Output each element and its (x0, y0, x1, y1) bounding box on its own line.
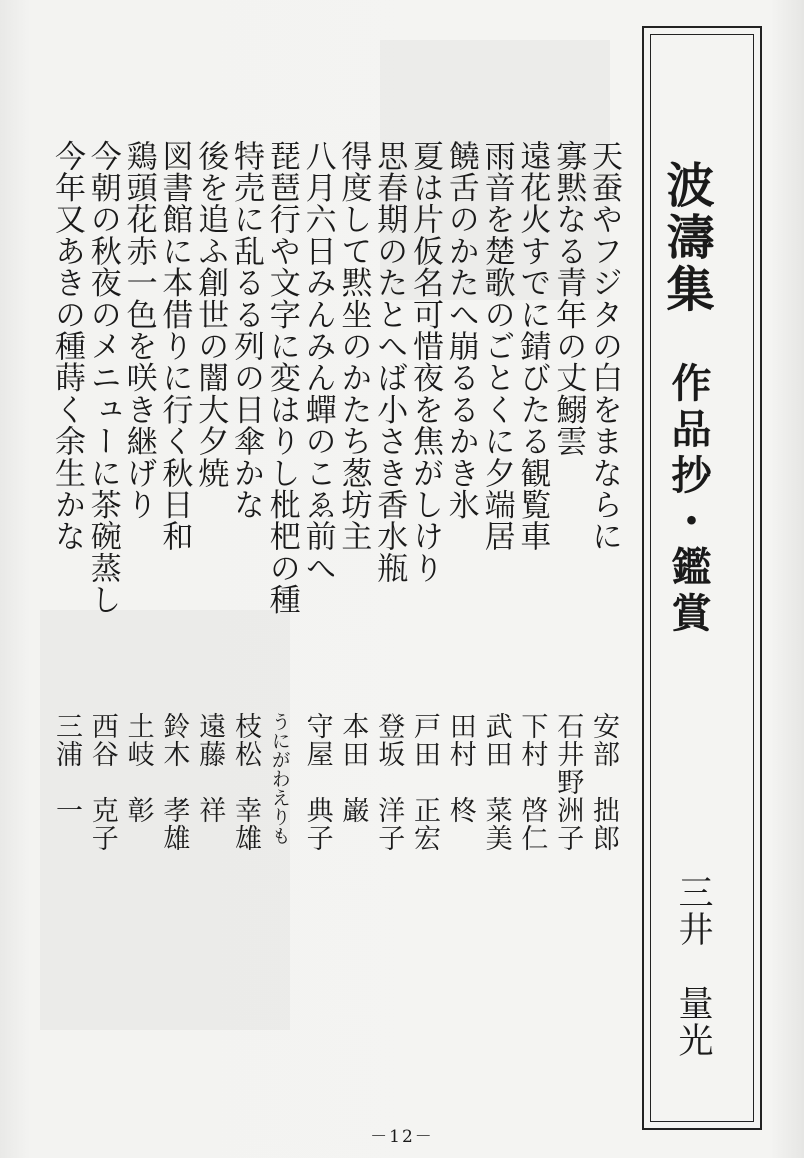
page-title: 波濤集 (658, 160, 714, 316)
poet-name: 守屋 典子 (301, 712, 333, 852)
poet-name: 安部 拙郎 (588, 712, 619, 852)
haiku-text: 天蚕やフジタの白をまならに (586, 140, 622, 553)
poet-name: 土岐 彰 (122, 712, 154, 824)
haiku-text: 夏は片仮名可惜夜を焦がしけり (407, 140, 443, 584)
poet-name: うにがわえりも (268, 712, 291, 845)
haiku-text: 八月六日みんみん蟬のこゑ前へ (299, 140, 336, 584)
poet-name: 本田 巌 (337, 712, 369, 824)
haiku-text: 遠花火すでに錆びたる観覧車 (514, 140, 551, 553)
page-subtitle: 作品抄・鑑賞 (665, 362, 712, 638)
poet-name: 石井野洲子 (552, 712, 584, 852)
poet-name: 下村 啓仁 (516, 712, 548, 852)
haiku-text: 思春期のたとへば小さき香水瓶 (371, 140, 408, 584)
haiku-text: 後を追ふ創世の闇大夕焼 (192, 140, 229, 489)
poet-name: 鈴木 孝雄 (158, 712, 190, 852)
haiku-text: 特売に乱るる列の日傘かな (228, 140, 264, 521)
haiku-text: 雨音を楚歌のごとくに夕端居 (478, 140, 515, 553)
poet-name: 枝松 幸雄 (230, 712, 261, 852)
haiku-text: 寡黙なる青年の丈鰯雲 (550, 140, 587, 457)
poet-name: 武田 菜美 (480, 712, 512, 852)
poet-name: 遠藤 祥 (194, 712, 226, 824)
author-name: 三井 量光 (673, 874, 713, 1059)
page-number: －12－ (370, 1127, 434, 1147)
haiku-text: 饒舌のかたへ崩るるかき氷 (442, 140, 479, 521)
haiku-text: 今年又あきの種蒔く余生かな (49, 140, 85, 553)
poet-name: 三浦 一 (51, 712, 82, 824)
haiku-text: 図書館に本借りに行く秋日和 (156, 140, 193, 553)
poet-name: 戸田 正宏 (409, 712, 440, 852)
haiku-text: 今朝の秋夜のメニューに茶碗蒸し (84, 140, 121, 616)
poet-name: 西谷 克子 (86, 712, 118, 852)
haiku-text: 鶏頭花赤一色を咲き継げり (120, 140, 157, 521)
poet-name: 田村 柊 (444, 712, 476, 824)
haiku-text: 得度して黙坐のかたち葱坊主 (335, 140, 372, 553)
haiku-text: 琵琶行や文字に変はりし枇杷の種 (263, 140, 300, 616)
poet-name: 登坂 洋子 (373, 712, 405, 852)
